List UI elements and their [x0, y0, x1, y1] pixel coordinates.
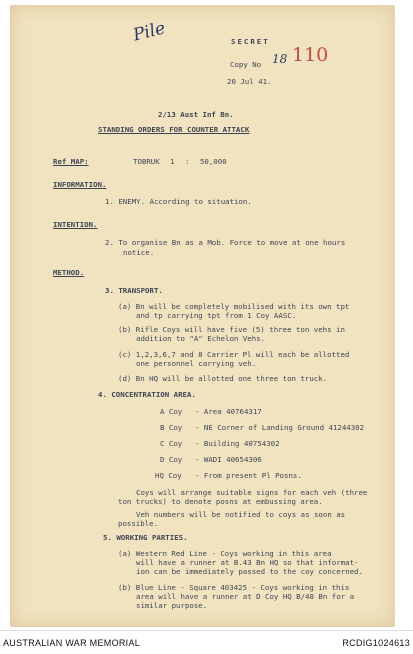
- area-coy-d: D Coy: [160, 455, 183, 464]
- copy-label: Copy No: [230, 60, 262, 69]
- copy-number-red: 110: [292, 44, 329, 66]
- classification-marking: SECRET: [231, 37, 270, 46]
- transport-b-line-1: (b) Rifle Coys will have five (5) three ton vehs in: [118, 325, 345, 334]
- transport-d-line: (d) Bn HQ will be allotted one three ton truck.: [118, 374, 328, 383]
- ref-map-value: TOBRUK 1 : 50,000: [133, 157, 227, 166]
- concentration-para-1-line-1: Coys will arrange suitable signs for each veh (three: [136, 488, 368, 497]
- information-heading: INFORMATION.: [53, 180, 107, 189]
- footer-divider: [0, 630, 413, 631]
- footer-institution: AUSTRALIAN WAR MEMORIAL: [3, 638, 141, 648]
- working-parties-heading: 5. WORKING PARTIES.: [103, 533, 188, 542]
- intention-line-2: notice.: [123, 248, 155, 257]
- unit-heading: 2/13 Aust Inf Bn.: [158, 110, 234, 119]
- working-a-line-1: (a) Western Red Line - Coys working in this area: [118, 549, 332, 558]
- method-heading: METHOD.: [53, 268, 85, 277]
- intention-line-1: 2. To organise Bn as a Mob. Force to move at one hours: [105, 238, 346, 247]
- transport-c-line-2: one personnel carrying veh.: [136, 359, 257, 368]
- transport-b-line-2: addition to "A" Echelon Vehs.: [136, 334, 266, 343]
- area-loc-b: - NE Corner of Landing Ground 41244302: [195, 423, 365, 432]
- document-date: 20 Jul 41.: [227, 77, 272, 86]
- concentration-para-2-line-2: possible.: [118, 519, 159, 528]
- working-b-line-2: area will have a runner at D Coy HQ B/48 Bn for a: [136, 592, 355, 601]
- handwritten-annotation: Pile: [131, 18, 168, 46]
- concentration-heading: 4. CONCENTRATION AREA.: [98, 390, 196, 399]
- area-loc-c: - Building 40754302: [195, 439, 280, 448]
- area-coy-b: B Coy: [160, 423, 183, 432]
- copy-number-handwritten: 18: [272, 52, 288, 66]
- working-b-line-1: (b) Blue Line - Square 403425 - Coys working in this: [118, 583, 350, 592]
- area-loc-d: - WADI 40654306: [195, 455, 262, 464]
- document-title: STANDING ORDERS FOR COUNTER ATTACK: [98, 125, 250, 134]
- ref-map-label: Ref MAP:: [53, 157, 89, 166]
- footer-record-id: RCDIG1024613: [342, 638, 410, 648]
- area-coy-c: C Coy: [160, 439, 183, 448]
- area-coy-hq: HQ Coy: [155, 471, 182, 480]
- working-a-line-3: ion can be immediately passed to the coy concerned.: [136, 567, 363, 576]
- area-coy-a: A Coy: [160, 407, 183, 416]
- transport-a-line-1: (a) Bn will be completely mobilised with its own tpt: [118, 302, 350, 311]
- working-a-line-2: will have a runner at B.43 Bn HQ so that informat-: [136, 558, 359, 567]
- transport-heading: 3. TRANSPORT.: [105, 286, 163, 295]
- concentration-para-2-line-1: Veh numbers will be notified to coys as soon as: [136, 510, 346, 519]
- concentration-para-1-line-2: ton trucks) to denote posns at embussing area.: [118, 497, 323, 506]
- area-loc-hq: - From present Pl Posns.: [195, 471, 302, 480]
- area-loc-a: - Area 40764317: [195, 407, 262, 416]
- transport-c-line-1: (c) 1,2,3,6,7 and 8 Carrier Pl will each be allotted: [118, 350, 350, 359]
- transport-a-line-2: and tp carrying tpt from 1 Coy AASC.: [136, 311, 297, 320]
- intention-heading: INTENTION.: [53, 220, 98, 229]
- information-item-1: 1. ENEMY. According to situation.: [105, 197, 252, 206]
- working-b-line-3: similar purpose.: [136, 601, 208, 610]
